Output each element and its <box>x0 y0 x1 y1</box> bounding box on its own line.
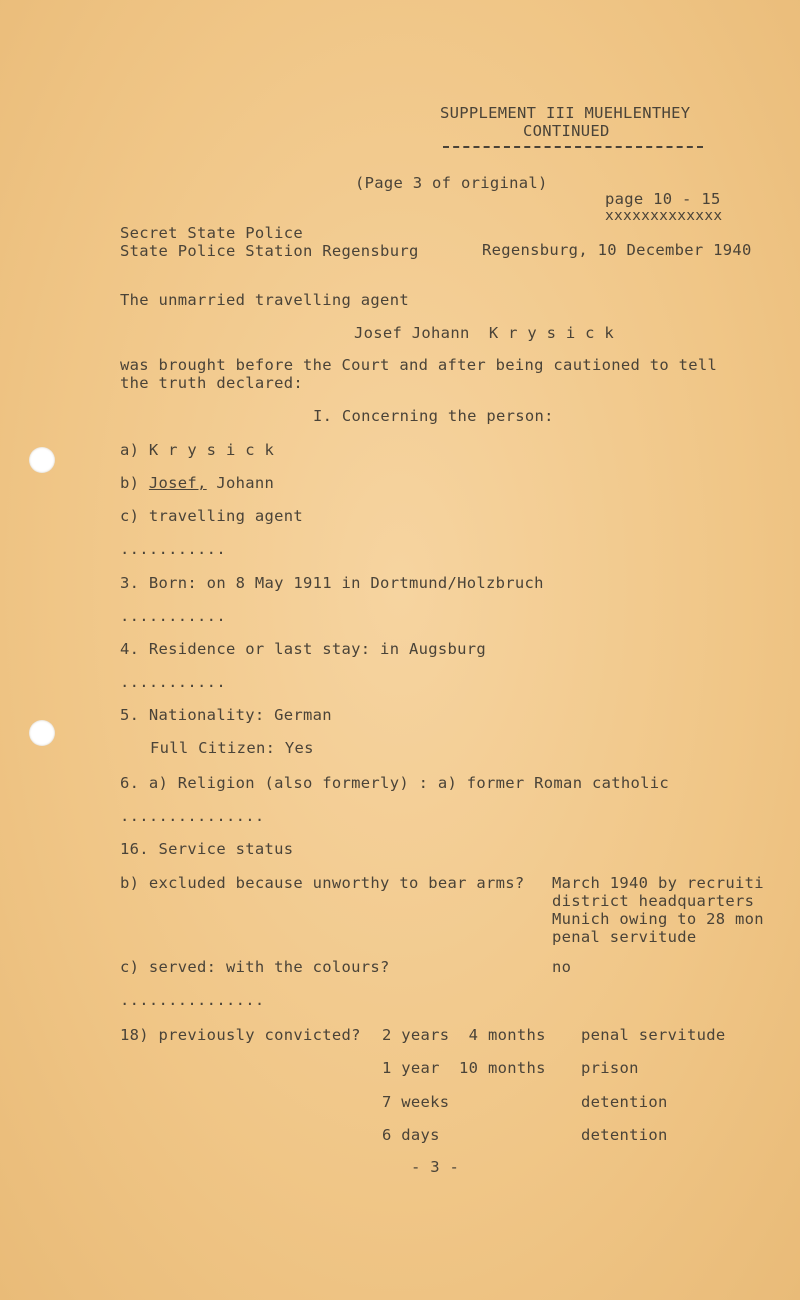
ellipsis-5: ............... <box>120 991 265 1009</box>
item-service-status: 16. Service status <box>120 840 294 858</box>
item-full-citizen: Full Citizen: Yes <box>150 739 314 757</box>
item-served: c) served: with the colours? <box>120 958 390 976</box>
conviction-term-4: 6 days <box>382 1126 440 1144</box>
item-previously-convicted: 18) previously convicted? <box>120 1026 361 1044</box>
item-born: 3. Born: on 8 May 1911 in Dortmund/Holzbruch <box>120 574 544 592</box>
ellipsis-4: ............... <box>120 807 265 825</box>
punch-hole-bottom <box>29 720 55 746</box>
page-of-original: (Page 3 of original) <box>355 174 548 192</box>
excluded-answer-4: penal servitude <box>552 928 697 946</box>
person-name: Josef Johann K r y s i c k <box>354 324 615 342</box>
document-subtitle: CONTINUED <box>523 122 610 140</box>
document-title: SUPPLEMENT III MUEHLENTHEY <box>440 104 691 122</box>
item-nationality: 5. Nationality: German <box>120 706 332 724</box>
ellipsis-3: ........... <box>120 673 226 691</box>
punch-hole-top <box>29 447 55 473</box>
served-answer: no <box>552 958 572 976</box>
item-b-underlined: Josef, <box>148 474 207 492</box>
intro-line-4: the truth declared: <box>120 374 304 392</box>
item-residence: 4. Residence or last stay: in Augsburg <box>120 640 487 658</box>
page-range: page 10 - 15 <box>605 190 721 208</box>
excluded-answer-2: district headquarters <box>552 892 755 910</box>
struck-page-range: xxxxxxxxxxxxx <box>605 208 723 224</box>
section-heading: I. Concerning the person: <box>313 407 554 425</box>
conviction-type-4: detention <box>581 1126 668 1144</box>
ellipsis-2: ........... <box>120 607 226 625</box>
intro-line-1: The unmarried travelling agent <box>120 291 409 309</box>
intro-line-3: was brought before the Court and after being cautioned to tell <box>120 356 718 374</box>
conviction-term-1: 2 years 4 months <box>382 1026 546 1044</box>
excluded-answer-1: March 1940 by recruiti <box>552 874 764 892</box>
excluded-answer-3: Munich owing to 28 mon <box>552 910 764 928</box>
item-religion: 6. a) Religion (also formerly) : a) former Roman catholic <box>120 774 670 792</box>
place-date: Regensburg, 10 December 1940 <box>482 241 752 259</box>
conviction-term-2: 1 year 10 months <box>382 1059 546 1077</box>
item-b-rest: Johann <box>206 474 275 492</box>
page-number: - 3 - <box>411 1158 460 1176</box>
conviction-type-3: detention <box>581 1093 668 1111</box>
item-c-occupation: c) travelling agent <box>120 507 304 525</box>
item-b-label: b) <box>120 474 149 492</box>
ellipsis-1: ........... <box>120 540 226 558</box>
item-excluded: b) excluded because unworthy to bear arms? <box>120 874 525 892</box>
sender-line-2: State Police Station Regensburg <box>120 242 419 260</box>
conviction-term-3: 7 weeks <box>382 1093 450 1111</box>
conviction-type-1: penal servitude <box>581 1026 726 1044</box>
item-b-forenames <box>120 474 274 492</box>
item-a-surname: a) K r y s i c k <box>120 441 275 459</box>
title-divider <box>443 146 703 148</box>
conviction-type-2: prison <box>581 1059 639 1077</box>
sender-line-1: Secret State Police <box>120 224 304 242</box>
